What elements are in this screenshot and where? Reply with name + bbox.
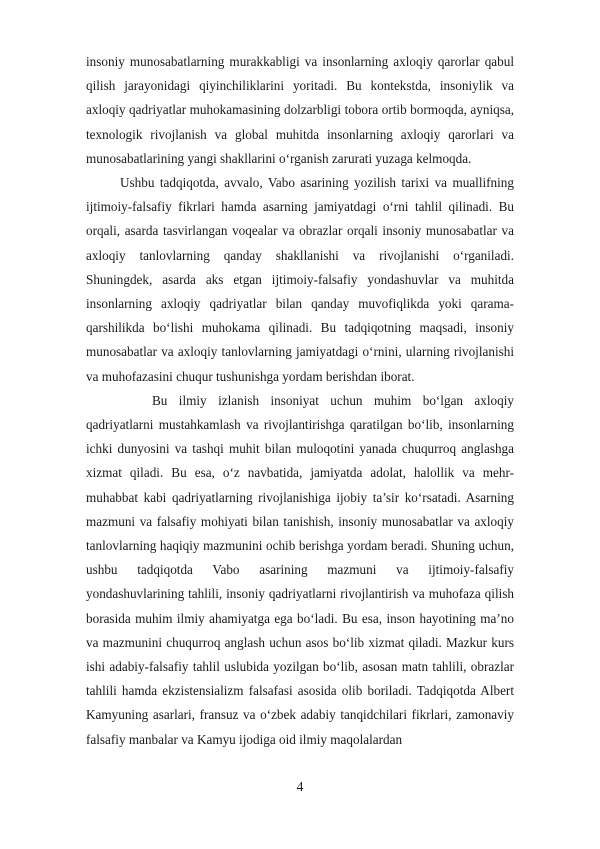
document-page <box>86 50 514 752</box>
paragraph-continuation: insoniy munosabatlarning murakkabligi va insonlarning axloqiy qarorlar qabul qilish jarayonidagi qiyinchiliklarini yoritadi. Bu kontekstda, insoniylik va axloqiy qadriyatlar muhokamasining dolzarbligi tobora ortib bormoqda, ayniqsa, texnologik rivojlanish va global muhitda insonlarning axloqiy qarorlari va munosabatlarining yangi shakllarini o‘rganish zarurati yuzaga kelmoqda. <box>86 54 514 166</box>
page-number: 4 <box>296 779 304 794</box>
paragraph-study-overview: Ushbu tadqiqotda, avvalo, Vabo asarining yozilish tarixi va muallifning ijtimoiy-falsafiy fikrlari hamda asarning jamiyatdagi o‘rni tahlil qilinadi. Bu orqali, asarda tasvirlangan voqealar va obrazlar orqali insoniy munosabatlar va axloqiy tanlovlarning qanday shakllanishi va rivojlanishi o‘rganiladi. Shuningdek, asarda aks etgan ijtimoiy-falsafiy yondashuvlar va muhitda insonlarning axloqiy qadriyatlar bilan qanday muvofiqlikda yoki qarama-qarshilikda bo‘lishi muhokama qilinadi. Bu tadqiqotning maqsadi, insoniy munosabatlar va axloqiy tanlovlarning jamiyatdagi o‘rnini, ularning rivojlanishi va muhofazasini chuqur tushunishga yordam berishdan iborat. <box>86 175 514 384</box>
paragraph-research-significance: Bu ilmiy izlanish insoniyat uchun muhim bo‘lgan axloqiy qadriyatlarni mustahkamlash va rivojlantirishga qaratilgan bo‘lib, insonlarning ichki dunyosini va tashqi muhit bilan muloqotini yanada chuqurroq anglashga xizmat qiladi. Bu esa, o‘z navbatida, jamiyatda adolat, halollik va mehr-muhabbat kabi qadriyatlarning rivojlanishiga ijobiy ta’sir ko‘rsatadi. Asarning mazmuni va falsafiy mohiyati bilan tanishish, insoniy munosabatlar va axloqiy tanlovlarning haqiqiy mazmunini ochib berishga yordam beradi. Shuning uchun, ushbu tadqiqotda Vabo asarining mazmuni va ijtimoiy-falsafiy yondashuvlarining tahlili, insoniy qadriyatlarni rivojlantirish va muhofaza qilish borasida muhim ilmiy ahamiyatga ega bo‘ladi. Bu esa, inson hayotining ma’no va mazmunini chuqurroq anglash uchun asos bo‘lib xizmat qiladi. Mazkur kurs ishi adabiy-falsafiy tahlil uslubida yozilgan bo‘lib, asosan matn tahlili, obrazlar tahlili hamda ekzistensializm falsafasi asosida olib boriladi. Tadqiqotda Albert Kamyuning asarlari, fransuz va o‘zbek adabiy tanqidchilari fikrlari, zamonaviy falsafiy manbalar va Kamyu ijodiga oid ilmiy maqolalardan <box>86 392 514 747</box>
